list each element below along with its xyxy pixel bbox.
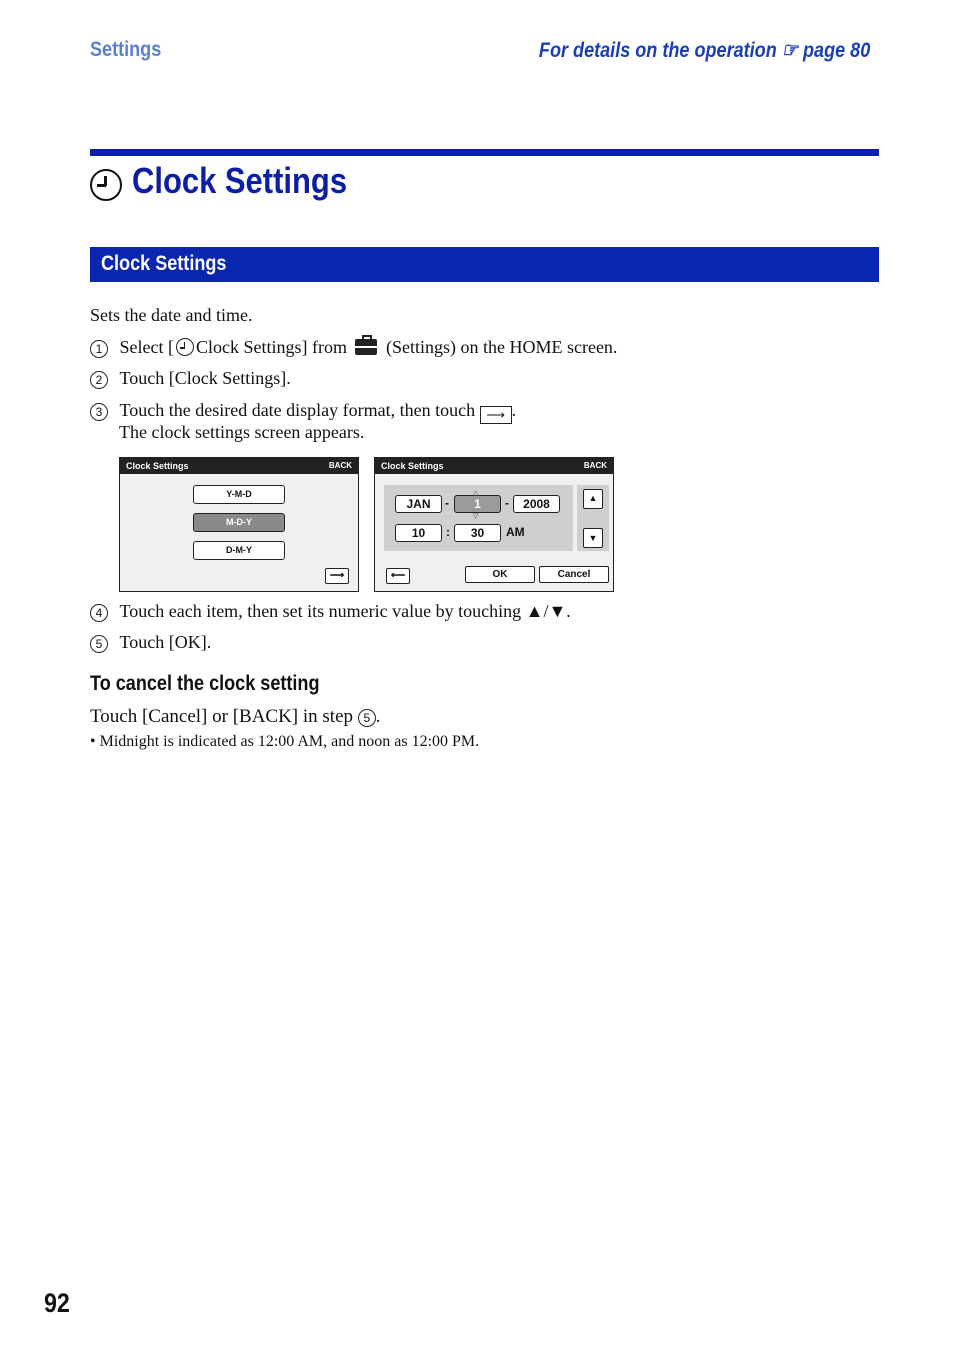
step-number: 1 (90, 340, 108, 358)
minute-field[interactable]: 30 (454, 524, 501, 542)
running-header-details (539, 38, 870, 63)
running-header-section: Settings (90, 38, 162, 61)
clock-icon (90, 169, 122, 201)
day-up-indicator-icon: △ (473, 490, 479, 497)
step-ref-number: 5 (358, 709, 376, 727)
clock-icon (176, 338, 194, 356)
day-field[interactable]: 1 (454, 495, 501, 513)
step-1-text-c: (Settings) on the HOME screen. (385, 337, 618, 357)
section-title: Clock Settings (101, 252, 227, 275)
cancel-button[interactable]: Cancel (539, 566, 609, 583)
pointing-hand-icon: ☞ (781, 39, 798, 62)
step-4 (90, 601, 571, 622)
next-arrow-button[interactable]: ⟶ (325, 568, 349, 584)
previous-arrow-button[interactable]: ⟵ (386, 568, 410, 584)
note (90, 733, 479, 751)
screen-header (120, 458, 358, 474)
ampm-label: AM (506, 525, 525, 539)
step-5 (90, 632, 211, 653)
details-prefix: For details on the operation (538, 39, 777, 62)
note-text: Midnight is indicated as 12:00 AM, and noon as 12:00 PM. (99, 733, 480, 750)
intro-text: Sets the date and time. (90, 305, 253, 325)
hour-field[interactable]: 10 (395, 524, 442, 542)
step-5-text: Touch [OK]. (119, 632, 212, 652)
cancel-text (90, 706, 381, 728)
title-rule (90, 149, 879, 156)
step-number: 3 (90, 403, 108, 421)
step-number: 2 (90, 371, 108, 389)
format-ymd-button[interactable]: Y-M-D (193, 485, 285, 504)
step-1-text-b: Clock Settings] from (195, 337, 347, 357)
step-number: 4 (90, 604, 108, 622)
clock-screen (374, 457, 614, 592)
format-dmy-button[interactable]: D-M-Y (193, 541, 285, 560)
screen-header (375, 458, 613, 474)
toolbox-icon (355, 339, 377, 355)
time-separator: : (446, 525, 450, 539)
back-button[interactable]: BACK (328, 461, 352, 470)
cancel-text-main: Touch [Cancel] or [BACK] in step (90, 706, 354, 727)
details-page: page 80 (802, 39, 870, 62)
step-3-sub: The clock settings screen appears. (119, 422, 365, 442)
down-arrow-button[interactable]: ▼ (583, 528, 603, 548)
format-mdy-button[interactable]: M-D-Y (193, 513, 285, 532)
cancel-text-end: . (375, 706, 381, 727)
step-2-text: Touch [Clock Settings]. (119, 368, 291, 388)
cancel-heading: To cancel the clock setting (90, 672, 320, 695)
format-screen (119, 457, 359, 592)
screen-title: Clock Settings (381, 461, 444, 471)
month-field[interactable]: JAN (395, 495, 442, 513)
page-title: Clock Settings (132, 160, 348, 201)
step-1 (90, 337, 617, 358)
step-4-text: Touch each item, then set its numeric value by touching ▲/▼. (119, 601, 571, 621)
step-number: 5 (90, 635, 108, 653)
right-arrow-icon: ⟶ (480, 406, 512, 424)
date-separator: - (505, 496, 509, 510)
day-down-indicator-icon: ▽ (473, 513, 479, 520)
step-1-text-a: Select [ (119, 337, 174, 357)
back-button[interactable]: BACK (583, 461, 607, 470)
step-3 (90, 400, 516, 424)
ok-button[interactable]: OK (465, 566, 535, 583)
up-arrow-button[interactable]: ▲ (583, 489, 603, 509)
step-3-end: . (511, 400, 517, 420)
page-number: 92 (44, 1288, 70, 1318)
date-separator: - (445, 496, 449, 510)
year-field[interactable]: 2008 (513, 495, 560, 513)
step-3-text: Touch the desired date display format, then touch (119, 400, 476, 420)
bullet: • (90, 733, 96, 750)
screen-title: Clock Settings (126, 461, 189, 471)
step-2 (90, 368, 291, 389)
